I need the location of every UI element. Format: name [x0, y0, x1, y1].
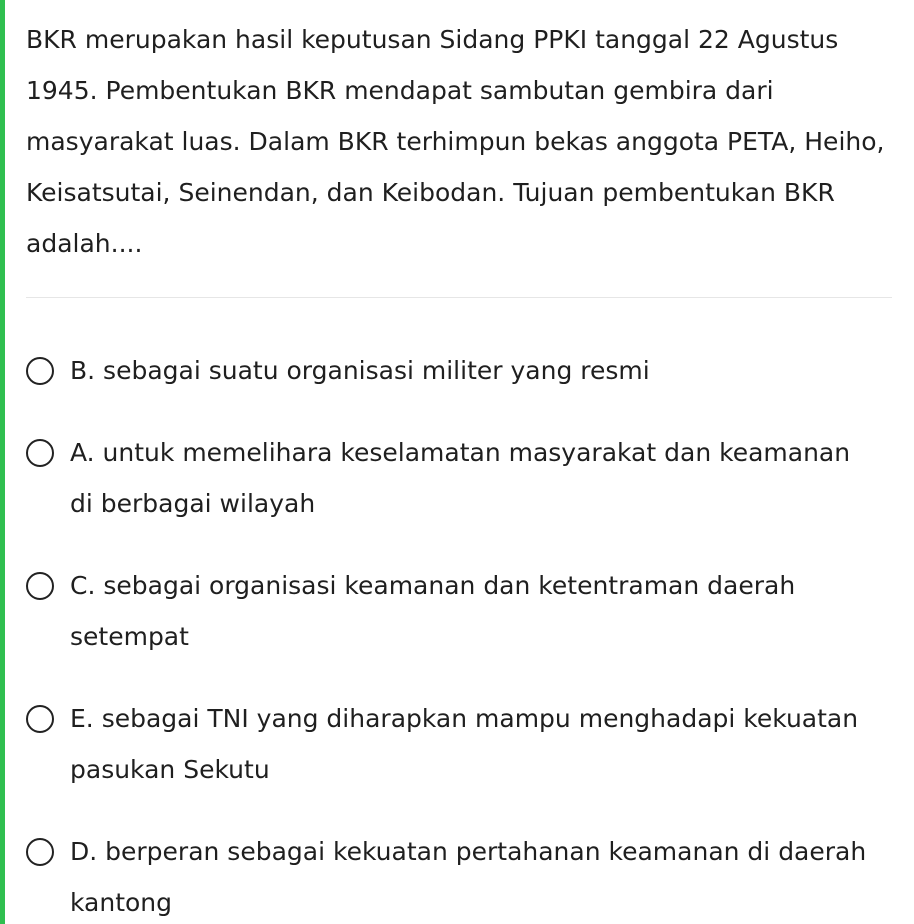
option-label: B. sebagai suatu organisasi militer yang resmi — [70, 356, 650, 385]
question-text: BKR merupakan hasil keputusan Sidang PPKI tanggal 22 Agustus 1945. Pembentukan BKR mendapat sambutan gembira dari masyarakat luas. Dalam BKR terhimpun bekas anggota PETA, Heiho, Keisatsutai, Seinendan, dan Keibodan. Tujuan pembentukan BKR adalah.... — [26, 25, 885, 258]
option-b[interactable] — [26, 345, 896, 396]
radio-circle-icon[interactable] — [26, 838, 54, 866]
radio-circle-icon[interactable] — [26, 705, 54, 733]
question-accent-bar — [0, 0, 5, 924]
option-label: C. sebagai organisasi keamanan dan ketentraman daerah setempat — [70, 571, 796, 651]
radio-circle-icon[interactable] — [26, 357, 54, 385]
divider — [26, 297, 892, 298]
radio-circle-icon[interactable] — [26, 439, 54, 467]
option-d[interactable] — [26, 826, 896, 924]
option-e[interactable] — [26, 693, 896, 795]
option-c[interactable] — [26, 560, 896, 662]
radio-circle-icon[interactable] — [26, 572, 54, 600]
option-label: A. untuk memelihara keselamatan masyarakat dan keamanan di berbagai wilayah — [70, 438, 851, 518]
answer-options — [26, 345, 896, 924]
option-a[interactable] — [26, 427, 896, 529]
option-label: D. berperan sebagai kekuatan pertahanan keamanan di daerah kantong — [70, 837, 867, 917]
option-label: E. sebagai TNI yang diharapkan mampu menghadapi kekuatan pasukan Sekutu — [70, 704, 859, 784]
